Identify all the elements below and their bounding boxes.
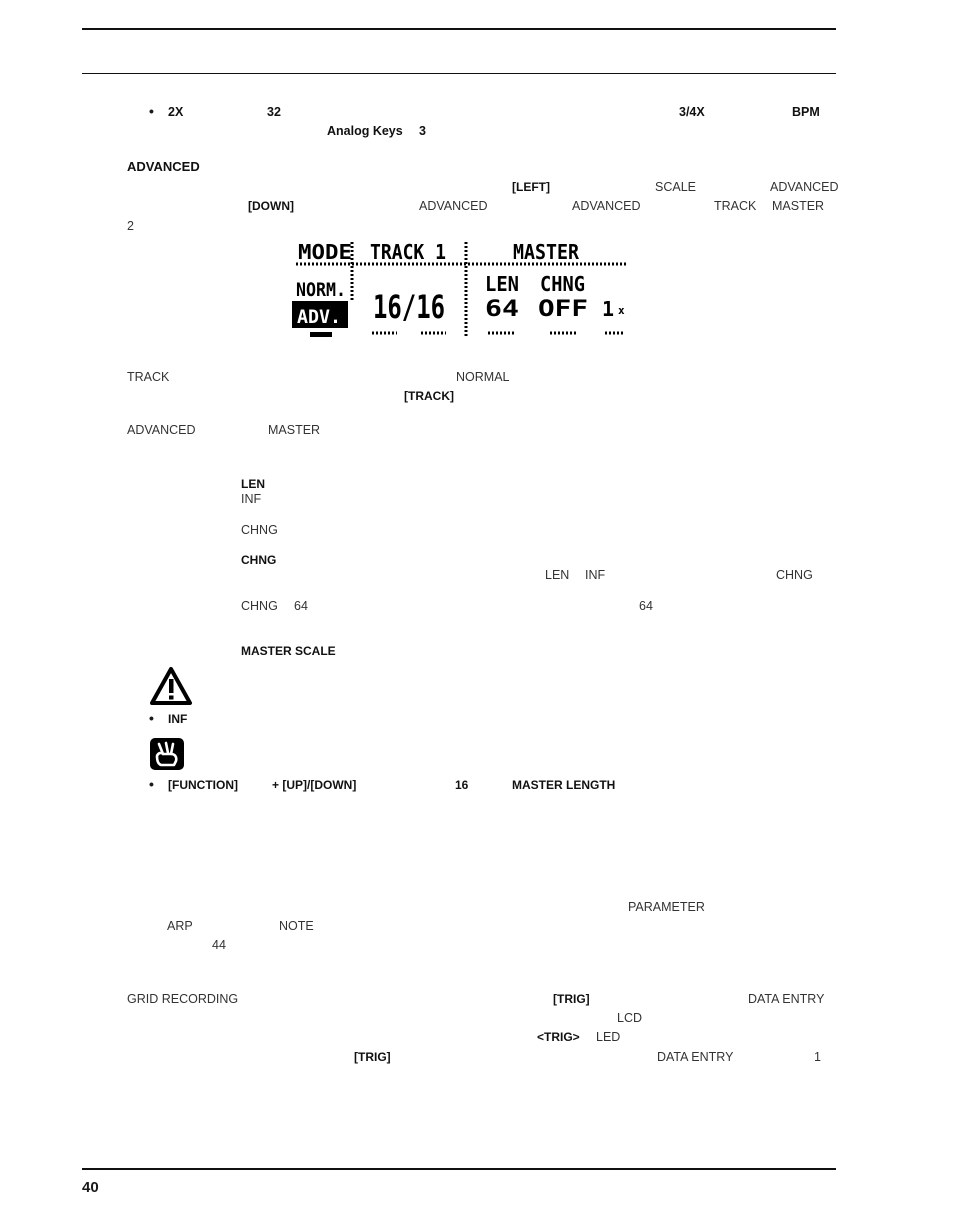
scale-word: SCALE — [655, 180, 696, 194]
inf-note: INF — [168, 712, 188, 726]
text-3-4x: 3/4X — [679, 105, 705, 119]
inf-word: INF — [585, 568, 606, 582]
lcd-ratio: 16/16 — [373, 288, 445, 326]
lcd-chng-value: OFF — [538, 297, 588, 322]
warning-icon — [149, 666, 193, 706]
lcd-word: LCD — [617, 1011, 643, 1025]
value-64: 64 — [639, 599, 653, 613]
text-32: 32 — [267, 105, 281, 119]
track-word: TRACK — [714, 199, 757, 213]
trig-led: <TRIG> — [537, 1030, 580, 1044]
text-2x: 2X — [168, 105, 184, 119]
advanced-word: ADVANCED — [572, 199, 641, 213]
track-key: [TRACK] — [404, 389, 454, 403]
bullet: • — [149, 710, 154, 726]
text-analog-keys: Analog Keys — [327, 124, 403, 138]
header-rule-bottom — [82, 73, 836, 74]
down-key: [DOWN] — [248, 199, 294, 213]
track-word: TRACK — [127, 370, 170, 384]
chng-label: CHNG — [241, 553, 277, 567]
lcd-screen — [288, 236, 633, 342]
led-word: LED — [596, 1030, 621, 1044]
arp-word: ARP — [167, 919, 193, 933]
value-1: 1 — [814, 1050, 821, 1064]
lcd-master-label: MASTER — [513, 240, 580, 264]
lcd-mode-label: MODE — [298, 240, 352, 264]
trig-key: [TRIG] — [354, 1050, 391, 1064]
page-number: 40 — [82, 1179, 99, 1196]
len-word: LEN — [545, 568, 570, 582]
advanced-word: ADVANCED — [770, 180, 839, 194]
grid-recording-word: GRID RECORDING — [127, 992, 239, 1006]
lcd-len-value: 64 — [485, 297, 519, 322]
len-label: LEN — [241, 477, 265, 491]
advanced-word: ADVANCED — [127, 423, 196, 437]
chng-word: CHNG — [241, 523, 278, 537]
advanced-heading: ADVANCED — [127, 159, 200, 174]
value-64: 64 — [294, 599, 308, 613]
value-16: 16 — [455, 778, 469, 792]
left-key: [LEFT] — [512, 180, 550, 194]
lcd-chng-label: CHNG — [540, 272, 585, 296]
data-entry-word: DATA ENTRY — [748, 992, 825, 1006]
master-scale-label: MASTER SCALE — [241, 644, 336, 658]
lcd-track-label: TRACK 1 — [370, 240, 446, 264]
figure-ref: 2 — [127, 219, 134, 233]
parameter-word: PARAMETER — [628, 900, 705, 914]
hand-tip-icon — [149, 737, 185, 771]
data-entry-word: DATA ENTRY — [657, 1050, 734, 1064]
lcd-scale-x: x — [618, 304, 625, 317]
footer-rule — [82, 1168, 836, 1170]
lcd-scale-value: 1 — [602, 297, 615, 321]
text-bpm: BPM — [792, 105, 820, 119]
lcd-len-label: LEN — [485, 272, 519, 296]
function-key: [FUNCTION] — [168, 778, 238, 792]
bullet: • — [149, 776, 154, 792]
page-ref-44: 44 — [212, 938, 226, 952]
master-length: MASTER LENGTH — [512, 778, 616, 792]
chng-word: CHNG — [776, 568, 813, 582]
chng-word: CHNG — [241, 599, 278, 613]
note-word: NOTE — [279, 919, 314, 933]
inf-word: INF — [241, 492, 262, 506]
normal-word: NORMAL — [456, 370, 510, 384]
advanced-word: ADVANCED — [419, 199, 488, 213]
header-rule-top — [82, 28, 836, 30]
text-3: 3 — [419, 124, 426, 138]
master-word: MASTER — [772, 199, 825, 213]
lcd-adv: ADV. — [297, 306, 341, 328]
lcd-norm: NORM. — [296, 279, 346, 301]
bullet: • — [149, 103, 154, 119]
master-word: MASTER — [268, 423, 321, 437]
trig-key: [TRIG] — [553, 992, 590, 1006]
up-down-keys: + [UP]/[DOWN] — [272, 778, 357, 792]
lcd-adv-underline — [310, 332, 332, 337]
